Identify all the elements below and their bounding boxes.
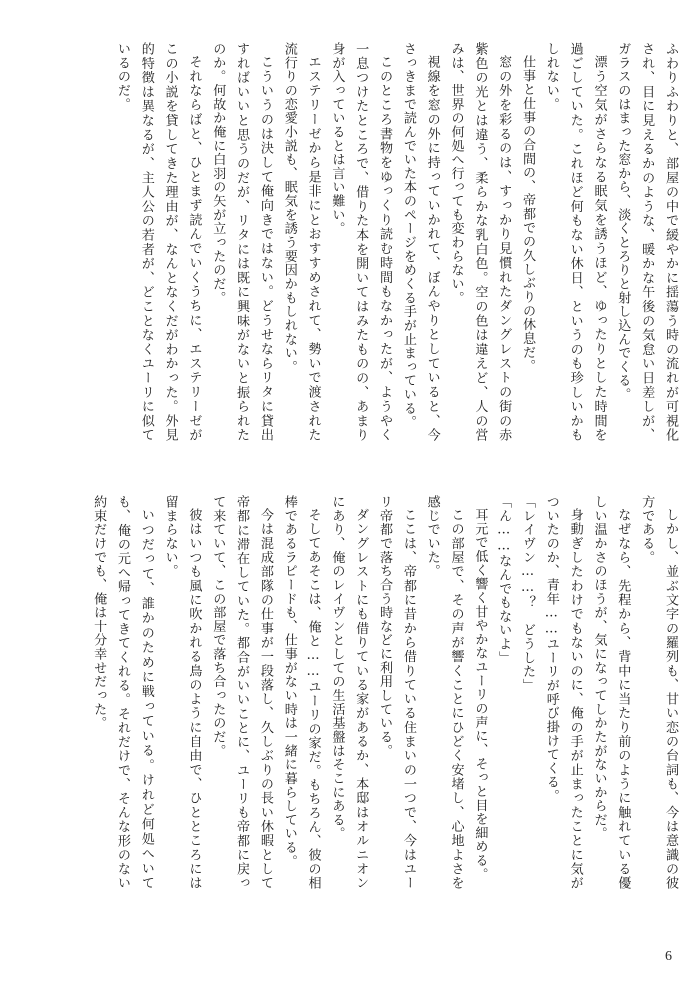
paragraph: ダングレストにも借りている家があるか、本邸はオルニオンにあり、俺のレイヴンとしての生活基盤はそこにある。: [329, 495, 369, 890]
paragraph: いつだって、誰かのために戦っている。けれど何処へいても、俺の元へ帰ってきてくれる。それだけで、そんな形のない約束だけでも、俺は十分幸せだった。: [91, 495, 154, 890]
page-number: 6: [665, 949, 672, 964]
paragraph: しかし、並ぶ文字の羅列も、甘い恋の台詞も、今は意識の彼方である。: [639, 495, 678, 890]
paragraph: それならばと、ひとまず読んでいくうちに、エステリーゼがこの小説を貸してきた理由が、なんとなくだがわかった。外見的特徴は異なるが、主人公の若者が、どことなくユーリに似ているのだ。: [114, 42, 202, 442]
paragraph: そしてあそこは、俺と……ユーリの家だ。もちろん、彼の相棒であるラピードも、仕事がない時は一緒に暮らしている。: [281, 495, 321, 890]
paragraph: 今は混成部隊の仕事が一段落し、久しぶりの長い休暇として帝都に滞在していた。都合がいいことに、ユーリも帝都に戻って来ていて、この部屋で落ち合ったのだ。: [210, 495, 273, 890]
paragraph: この部屋で、その声が響くことにひどく安堵し、心地よさを感じでいた。: [424, 495, 464, 890]
paragraph: 耳元で低く響く甘やかなユーリの声に、そっと目を細める。: [472, 508, 488, 882]
paragraph: ふわりふわりと、部屋の中で緩やかに揺蕩う時の流れが可視化され、目に見えるかのような、暖かな午後の気怠い日差しが、ガラスのはまった窓から、淡くとろりと射し込んでくる。: [615, 42, 678, 442]
paragraph: 彼はいつも風に吹かれる鳥のように自由で、ひとところには留まらない。: [162, 495, 202, 890]
paragraph: 漂う空気がさらなる眠気を誘うほど、ゆったりとした時間を過ごしていた。これほど何もない休日、というのも珍しいかもしれない。: [543, 42, 607, 442]
paragraph: 窓の外を彩るのは、すっかり見慣れたダングレストの街の赤紫色の光とは違う、柔らかな乳白色。空の色は違えど、人の営みは、世界の何処へ行っても変わらない。: [448, 42, 512, 442]
text-block-upper: [62, 42, 682, 442]
paragraph: ここは、帝都に昔から借りている住まいの一つで、今はユーリ帝都で落ち合う時などに利用している。: [377, 495, 416, 890]
paragraph: 身動ぎしたわけでもないのに、俺の手が止まったことに気がついたのか、青年……ユーリが呼び掛けてくる。: [543, 495, 583, 890]
dialogue-line: 「レイヴン……？ どうした」: [520, 495, 536, 693]
text-block-lower: [70, 495, 682, 890]
paragraph: こういうのは決して俺向きではない。どうせならリタに貸出すればいいと思うのだが、リタには既に興味がないと振られたのか。何故か俺に白羽の矢が立ったのだ。: [210, 42, 273, 442]
paragraph: 仕事と仕事の合間の、帝都での久しぶりの休息だ。: [520, 55, 536, 373]
paragraph: エステリーゼから是非にとおすすめされて、勢いで渡された流行りの恋愛小説も、眠気を誘う要因かもしれない。: [281, 42, 321, 442]
paragraph: 視線を窓の外に持っていかれて、ぼんやりとしていると、今さっきまで読んでいた本のページをめくる手が止まっている。: [400, 42, 440, 442]
dialogue-line: 「ん……なんでもないよ」: [496, 495, 512, 665]
paragraph: なぜなら、先程から、背中に当たり前のように触れている優しい温かさのほうが、気になってしかたがないからだ。: [591, 495, 631, 890]
paragraph: このところ書物をゆっくり読む時間もなかったが、ようやく一息つけたところで、借りた本を開いてはみたものの、あまり身が入っているとは言い難い。: [329, 42, 393, 442]
